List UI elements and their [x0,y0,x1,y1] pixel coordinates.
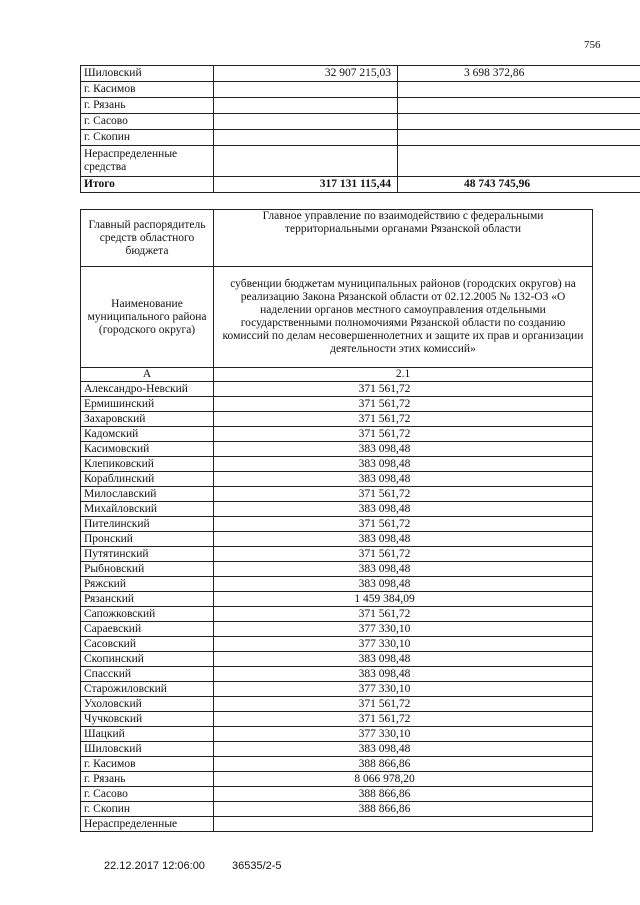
table-row [81,787,593,802]
district-name: Ермишинский [81,397,214,412]
table-row [81,637,593,652]
page-number: 756 [584,39,601,51]
subvention-amount: 377 330,10 [214,682,593,697]
district-name: Пителинский [81,517,214,532]
total-amount: 48 743 745,96 [398,177,640,193]
table-row [81,742,593,757]
subvention-amount: 383 098,48 [214,442,593,457]
amount-cell [398,114,640,130]
district-name: Захаровский [81,412,214,427]
district-name: г. Рязань [81,98,214,114]
amount-cell: 32 907 215,03 [214,66,398,82]
table-row [81,427,593,442]
subvention-amount: 388 866,86 [214,787,593,802]
subvention-amount: 377 330,10 [214,727,593,742]
subvention-amount [214,817,593,832]
table-row [81,502,593,517]
subvention-column-header: субвенции бюджетам муниципальных районов (городских округов) на реализацию Закона Рязанской области от 02.12.2005 № 132-ОЗ «О наделении органов местного самоуправления отдельными государственными полномочиями Рязанской области по созданию комиссий по делам несовершеннолетних и защите их прав и организации деятельности этих комиссий» [214,267,593,368]
district-name: Михайловский [81,502,214,517]
subvention-amount: 383 098,48 [214,472,593,487]
amount-cell [398,98,640,114]
table-row [81,412,593,427]
header-row-distributor [81,210,593,267]
table-row [81,802,593,817]
district-name: Касимовский [81,442,214,457]
top-table-row [81,66,640,82]
district-name: Александро-Невский [81,382,214,397]
table-row [81,457,593,472]
district-name: Шацкий [81,727,214,742]
amount-cell [398,146,640,177]
district-name: Шиловский [81,66,214,82]
subvention-amount: 371 561,72 [214,397,593,412]
table-row [81,757,593,772]
district-name: Клепиковский [81,457,214,472]
district-name: г. Скопин [81,802,214,817]
amount-cell [214,98,398,114]
district-name: Путятинский [81,547,214,562]
district-name: Рязанский [81,592,214,607]
subvention-amount: 371 561,72 [214,412,593,427]
table-row [81,697,593,712]
district-name: Сараевский [81,622,214,637]
subvention-amount: 371 561,72 [214,547,593,562]
column-index-row [81,368,593,382]
table-row [81,487,593,502]
subvention-amount: 383 098,48 [214,457,593,472]
district-name: г. Скопин [81,130,214,146]
subvention-amount: 383 098,48 [214,532,593,547]
table-row [81,532,593,547]
subvention-amount: 371 561,72 [214,487,593,502]
amount-cell: 3 698 372,86 [398,66,640,82]
subvention-amount: 377 330,10 [214,637,593,652]
subvention-amount: 371 561,72 [214,517,593,532]
district-name: Чучковский [81,712,214,727]
table-row [81,397,593,412]
subvention-amount: 371 561,72 [214,712,593,727]
table-row [81,607,593,622]
table-row [81,472,593,487]
subvention-amount: 377 330,10 [214,622,593,637]
district-name: Кораблинский [81,472,214,487]
district-name: Кадомский [81,427,214,442]
subvention-amount: 371 561,72 [214,607,593,622]
district-name: г. Рязань [81,772,214,787]
subvention-amount: 383 098,48 [214,577,593,592]
district-name: Пронский [81,532,214,547]
table-row [81,622,593,637]
total-amount: 317 131 115,44 [214,177,398,193]
district-name: г. Касимов [81,82,214,98]
amount-cell [398,82,640,98]
table-row [81,577,593,592]
table-row [81,592,593,607]
subvention-amount: 388 866,86 [214,757,593,772]
footer-document-code: 36535/2-5 [232,860,282,872]
district-name: Скопинский [81,652,214,667]
subvention-amount: 371 561,72 [214,427,593,442]
top-table-row [81,98,640,114]
subvention-table [80,209,593,832]
table-row [81,667,593,682]
district-name: Милославский [81,487,214,502]
table-row [81,712,593,727]
district-name: Старожиловский [81,682,214,697]
subvention-amount: 371 561,72 [214,382,593,397]
subvention-amount: 383 098,48 [214,562,593,577]
district-name: Ряжский [81,577,214,592]
header-row-subvention [81,267,593,368]
district-name: Сасовский [81,637,214,652]
district-name: Ухоловский [81,697,214,712]
table-row [81,682,593,697]
subvention-amount: 383 098,48 [214,742,593,757]
district-name: Шиловский [81,742,214,757]
district-name: Рыбновский [81,562,214,577]
table-row [81,517,593,532]
column-index-a: А [81,368,214,382]
table-row [81,727,593,742]
table-row [81,382,593,397]
total-label: Итого [81,177,214,193]
subvention-amount: 383 098,48 [214,652,593,667]
table-row [81,817,593,832]
subvention-amount: 1 459 384,09 [214,592,593,607]
district-name: Сапожковский [81,607,214,622]
amount-cell [214,130,398,146]
table-row [81,442,593,457]
district-column-header: Наименование муниципального района (городского округа) [81,267,214,368]
district-name: Нераспределенные [81,817,214,832]
table-row [81,562,593,577]
footer-timestamp: 22.12.2017 12:06:00 [104,860,205,872]
table-row [81,772,593,787]
top-summary-table [80,65,640,193]
top-table-row [81,130,640,146]
amount-cell [214,82,398,98]
top-table-row [81,82,640,98]
table-row [81,547,593,562]
top-table-total-row [81,177,640,193]
column-index-b: 2.1 [214,368,593,382]
subvention-amount: 8 066 978,20 [214,772,593,787]
top-table-row [81,114,640,130]
district-name: г. Сасово [81,787,214,802]
district-name: г. Сасово [81,114,214,130]
distributor-label: Главный распорядитель средств областного бюджета [81,210,214,267]
district-name: г. Касимов [81,757,214,772]
top-table-row [81,146,640,177]
amount-cell [398,130,640,146]
subvention-amount: 371 561,72 [214,697,593,712]
table-row [81,652,593,667]
subvention-amount: 388 866,86 [214,802,593,817]
subvention-amount: 383 098,48 [214,667,593,682]
district-name: Спасский [81,667,214,682]
subvention-amount: 383 098,48 [214,502,593,517]
amount-cell [214,114,398,130]
district-name: Нераспределенные средства [81,146,214,177]
amount-cell [214,146,398,177]
distributor-value: Главное управление по взаимодействию с федеральными территориальными органами Рязанской области [214,210,593,267]
